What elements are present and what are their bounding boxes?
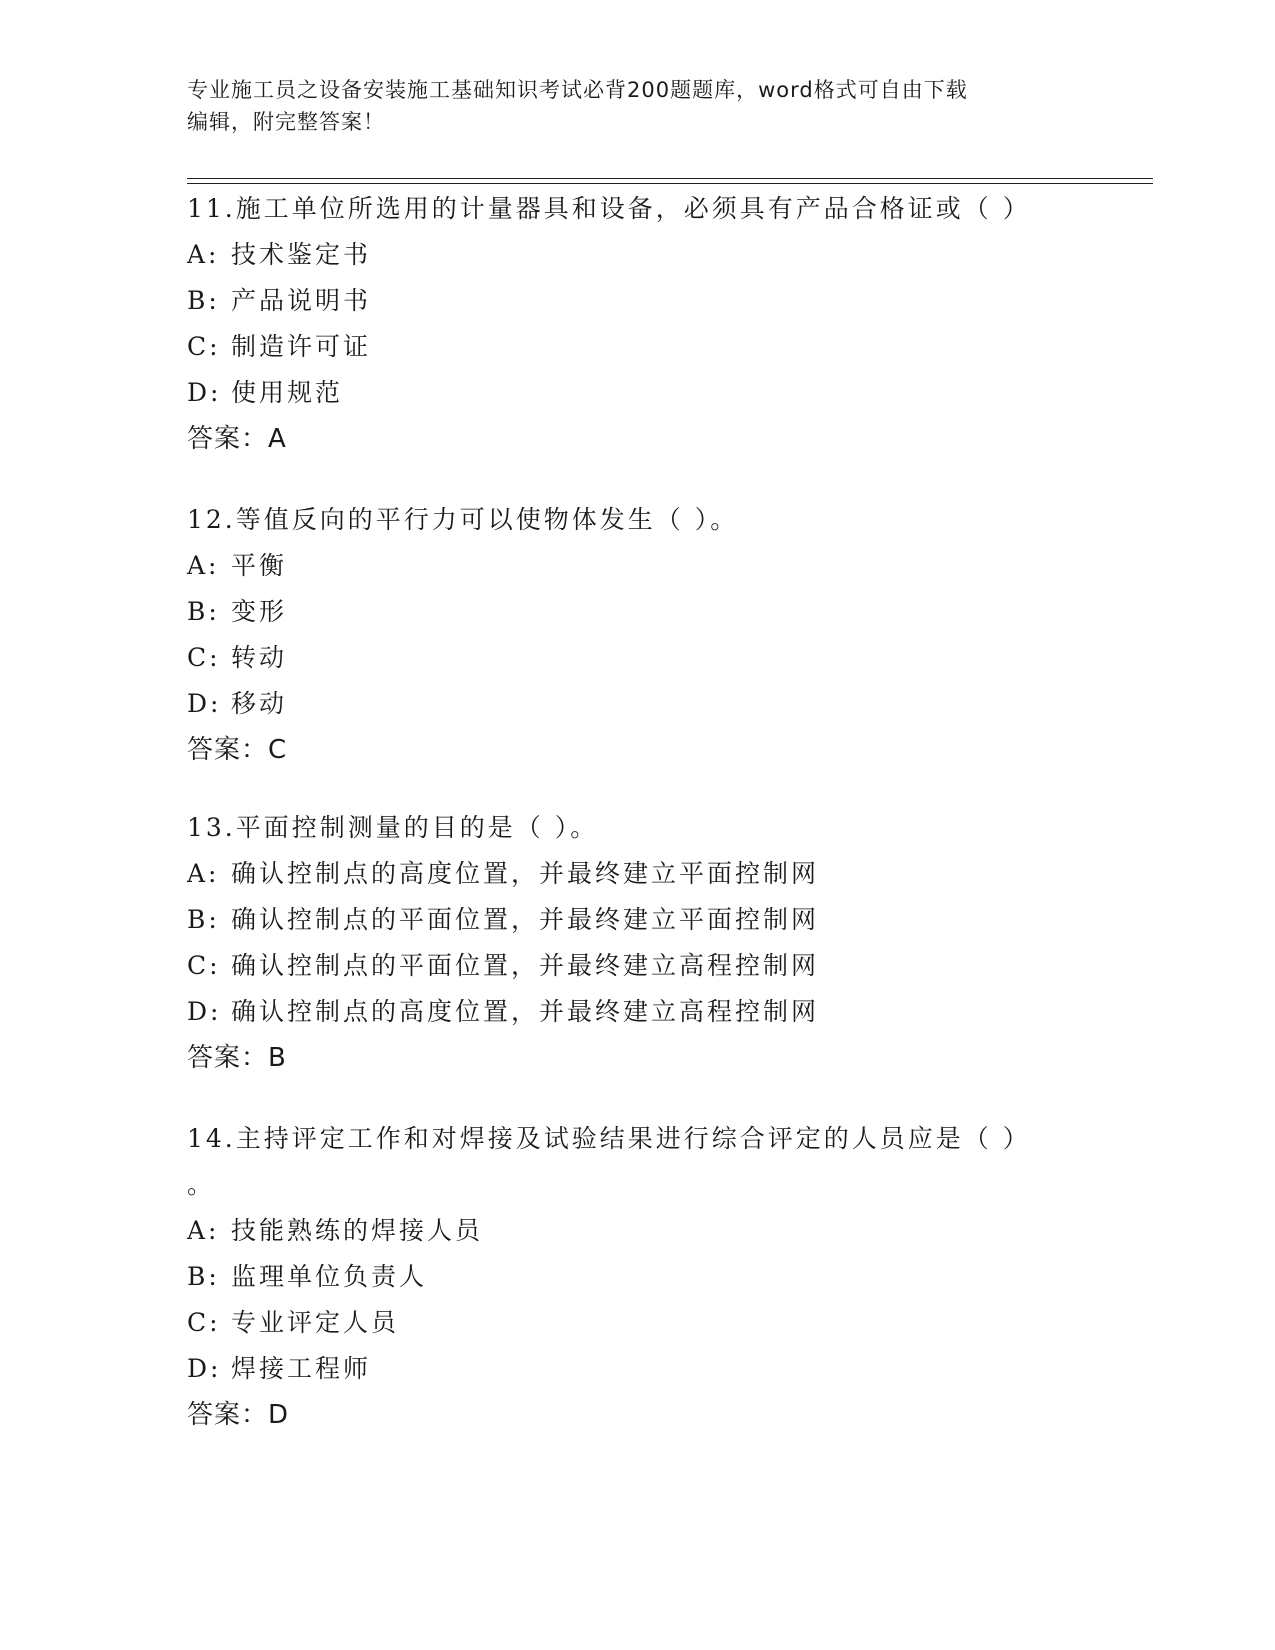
- option-letter: B:: [187, 597, 220, 626]
- option-text: 确认控制点的高度位置，并最终建立平面控制网: [231, 859, 820, 888]
- option-letter: D:: [187, 689, 222, 718]
- question-stem: 14.主持评定工作和对焊接及试验结果进行综合评定的人员应是（ ）: [187, 1124, 1031, 1153]
- option-d: [187, 370, 1087, 416]
- option-text: 制造许可证: [231, 332, 372, 361]
- option-letter: D:: [187, 997, 222, 1026]
- option-letter: A:: [187, 551, 220, 580]
- option-a: [187, 851, 1087, 897]
- option-letter: C:: [187, 951, 221, 980]
- header-divider-top: [187, 178, 1153, 179]
- question-stem: 13.平面控制测量的目的是（ ）。: [187, 813, 599, 842]
- option-b: [187, 1254, 1087, 1300]
- question-11: [187, 186, 1087, 462]
- option-d: [187, 1346, 1087, 1392]
- option-d: [187, 989, 1087, 1035]
- question-14: [187, 1116, 1087, 1438]
- option-letter: A:: [187, 240, 220, 269]
- option-letter: D:: [187, 378, 222, 407]
- option-text: 确认控制点的平面位置，并最终建立平面控制网: [231, 905, 820, 934]
- option-letter: A:: [187, 859, 220, 888]
- option-letter: A:: [187, 1216, 220, 1245]
- header-title-line-2: 编辑，附完整答案！: [187, 110, 385, 134]
- question-stem: 12.等值反向的平行力可以使物体发生（ ）。: [187, 505, 739, 534]
- option-text: 确认控制点的高度位置，并最终建立高程控制网: [231, 997, 820, 1026]
- option-text: 技术鉴定书: [231, 240, 372, 269]
- header-divider-bottom: [187, 183, 1153, 184]
- option-text: 转动: [231, 643, 288, 672]
- option-b: [187, 589, 1087, 635]
- option-b: [187, 278, 1087, 324]
- question-stem: 11.施工单位所选用的计量器具和设备，必须具有产品合格证或（ ）: [187, 194, 1031, 223]
- option-text: 使用规范: [231, 378, 344, 407]
- option-letter: C:: [187, 1308, 221, 1337]
- option-text: 产品说明书: [231, 286, 372, 315]
- option-text: 技能熟练的焊接人员: [231, 1216, 484, 1245]
- option-b: [187, 897, 1087, 943]
- question-12: [187, 497, 1087, 773]
- option-a: [187, 543, 1087, 589]
- option-text: 移动: [231, 689, 288, 718]
- option-c: [187, 635, 1087, 681]
- option-text: 确认控制点的平面位置，并最终建立高程控制网: [231, 951, 820, 980]
- option-text: 平衡: [231, 551, 288, 580]
- option-a: [187, 232, 1087, 278]
- question-stem-continuation: 。: [187, 1170, 213, 1199]
- question-13: [187, 805, 1087, 1081]
- option-c: [187, 324, 1087, 370]
- option-d: [187, 681, 1087, 727]
- option-text: 监理单位负责人: [231, 1262, 428, 1291]
- document-header: [187, 74, 1067, 138]
- option-a: [187, 1208, 1087, 1254]
- answer-line: 答案：B: [187, 1043, 287, 1073]
- answer-line: 答案：D: [187, 1400, 290, 1430]
- option-letter: B:: [187, 905, 220, 934]
- option-letter: B:: [187, 286, 220, 315]
- option-letter: C:: [187, 643, 221, 672]
- option-letter: B:: [187, 1262, 220, 1291]
- option-text: 专业评定人员: [231, 1308, 400, 1337]
- option-text: 变形: [231, 597, 288, 626]
- answer-line: 答案：A: [187, 424, 287, 454]
- option-letter: C:: [187, 332, 221, 361]
- header-title-line-1: 专业施工员之设备安装施工基础知识考试必背200题题库，word格式可自由下载: [187, 78, 968, 102]
- option-c: [187, 1300, 1087, 1346]
- option-letter: D:: [187, 1354, 222, 1383]
- option-c: [187, 943, 1087, 989]
- option-text: 焊接工程师: [231, 1354, 372, 1383]
- answer-line: 答案：C: [187, 735, 288, 765]
